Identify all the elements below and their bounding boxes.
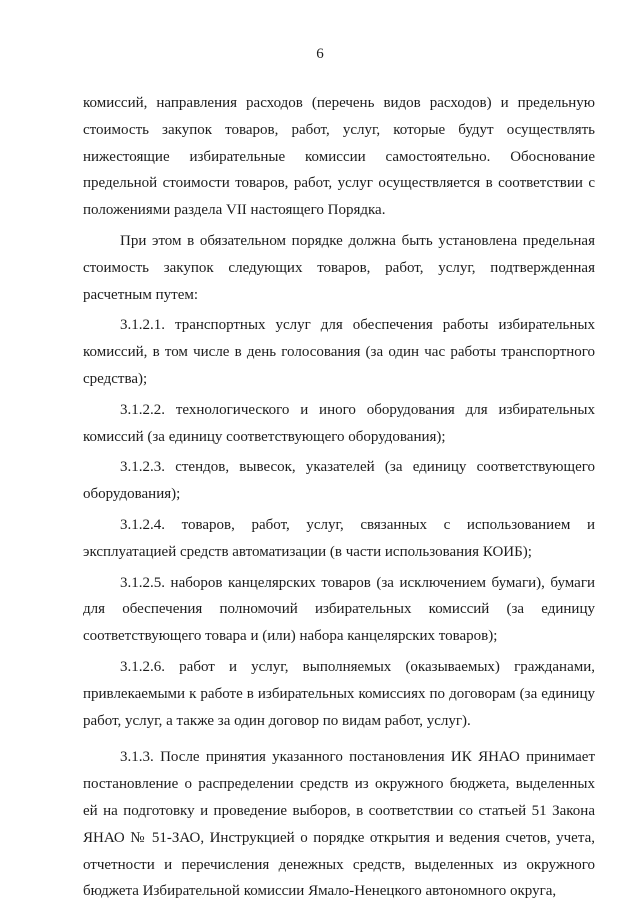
final-item xyxy=(83,744,595,905)
item-number: 3.1.2.4. xyxy=(120,516,165,533)
item-text: товаров, работ, услуг, связанных с использованием и эксплуатацией средств автоматизации (в части использования КОИБ); xyxy=(83,516,595,560)
item-text: транспортных услуг для обеспечения работы избирательных комиссий, в том числе в день голосования (за один час работы транспортного средства); xyxy=(83,317,595,387)
list-item xyxy=(83,397,595,451)
list-item xyxy=(83,570,595,650)
list-item xyxy=(83,454,595,508)
item-text: технологического и иного оборудования для избирательных комиссий (за единицу соответствующего оборудования); xyxy=(83,401,595,445)
item-number: 3.1.2.2. xyxy=(120,401,165,418)
intro-paragraph: комиссий, направления расходов (перечень видов расходов) и предельную стоимость закупок товаров, работ, услуг, которые будут осуществлять нижестоящие избирательные комиссии самостоятельно. Обоснование предельной стоимости товаров, работ, услуг осуществляется в соответствии с положениями раздела VII настоящего Порядка. xyxy=(83,95,595,219)
item-number: 3.1.2.1. xyxy=(120,317,165,334)
item-text: наборов канцелярских товаров (за исключением бумаги), бумаги для обеспечения полномочий избирательных комиссий (за единицу соответствующего товара и (или) набора канцелярских товаров); xyxy=(83,574,595,645)
item-text: работ и услуг, выполняемых (оказываемых) гражданами, привлекаемыми к работе в избирательных комиссиях по договорам (за единицу работ, услуг, а также за один договор по видам работ, услуг). xyxy=(83,658,595,729)
list-item xyxy=(83,312,595,392)
item-text: стендов, вывесок, указателей (за единицу соответствующего оборудования); xyxy=(83,459,596,503)
item-number: 3.1.2.6. xyxy=(120,658,165,675)
item-number: 3.1.3. xyxy=(120,749,154,766)
list-item xyxy=(83,654,595,734)
list-item xyxy=(83,512,595,566)
document-body xyxy=(83,90,595,909)
item-text: После принятия указанного постановления ИК ЯНАО принимает постановление о распределении средств из окружного бюджета, выделенных ей на подготовку и проведение выборов, в соответствии со статьей 51 Закона ЯНАО № 51-ЗАО, Инструкцией о порядке открытия и ведения счетов, учета, отчетности и перечисления денежных средств, выделенных из окружного бюджета Избирательной комиссии Ямало-Ненецкого автономного округа, xyxy=(83,749,596,900)
page-number: 6 xyxy=(316,46,324,62)
item-number: 3.1.2.3. xyxy=(120,459,165,476)
item-number: 3.1.2.5. xyxy=(120,574,165,591)
lead-paragraph: При этом в обязательном порядке должна быть установлена предельная стоимость закупок следующих товаров, работ, услуг, подтвержденная расчетным путем: xyxy=(83,232,595,303)
